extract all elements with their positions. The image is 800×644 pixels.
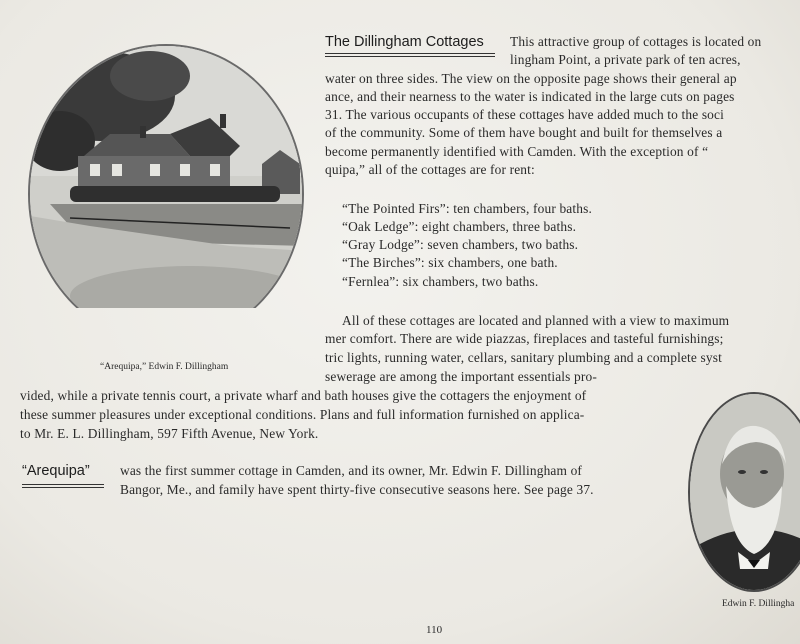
intro-line-1: This attractive group of cottages is located on: [510, 34, 762, 49]
intro-line-3: water on three sides. The view on the opposite page shows their general ap: [325, 71, 737, 86]
para2-line-2: mer comfort. There are wide piazzas, fireplaces and tasteful furnishings;: [325, 331, 724, 346]
cottage-item: “Fernlea”: six chambers, two baths.: [342, 274, 539, 289]
arequipa-heading: “Arequipa”: [22, 463, 90, 479]
cottage-item: “The Birches”: six chambers, one bath.: [342, 255, 558, 270]
heading-rule: [325, 53, 495, 57]
para2-line-6: these summer pleasures under exceptional conditions. Plans and full information furnished on applica-: [20, 407, 585, 422]
arequipa-line-1: was the first summer cottage in Camden, and its owner, Mr. Edwin F. Dillingham of: [120, 463, 583, 478]
para2-line-4: sewerage are among the important essentials pro-: [325, 369, 597, 384]
intro-line-8: quipa,” all of the cottages are for rent:: [325, 162, 535, 177]
intro-line-5: 31. The various occupants of these cottages have added much to the soci: [325, 107, 724, 122]
cottage-item: “The Pointed Firs”: ten chambers, four baths.: [342, 201, 592, 216]
para2-line-5: vided, while a private tennis court, a private wharf and bath houses give the cottagers the enjoyment of: [20, 388, 587, 403]
arequipa-heading-rule: [22, 484, 104, 488]
arequipa-line-2: Bangor, Me., and family have spent thirty-five consecutive seasons here. See page 37.: [120, 482, 594, 497]
photo-caption: “Arequipa,” Edwin F. Dillingham: [100, 362, 229, 372]
section-heading: The Dillingham Cottages: [325, 34, 484, 50]
page-number: 110: [426, 624, 443, 636]
cottage-item: “Gray Lodge”: seven chambers, two baths.: [342, 237, 579, 252]
para2-line-1: All of these cottages are located and planned with a view to maximum: [342, 313, 730, 328]
cottage-item: “Oak Ledge”: eight chambers, three baths.: [342, 219, 577, 234]
intro-line-7: become permanently identified with Camden. With the exception of “: [325, 144, 709, 159]
para2-line-3: tric lights, running water, cellars, sanitary plumbing and a complete syst: [325, 350, 722, 365]
para2-line-7: to Mr. E. L. Dillingham, 597 Fifth Avenue, New York.: [20, 426, 319, 441]
intro-line-4: ance, and their nearness to the water is indicated in the large cuts on pages: [325, 89, 735, 104]
portrait-caption: Edwin F. Dillingha: [722, 599, 795, 609]
intro-line-6: of the community. Some of them have bought and built for themselves a: [325, 125, 723, 140]
arequipa-cottage-photo: [28, 44, 304, 344]
intro-line-2: lingham Point, a private park of ten acres,: [510, 52, 741, 67]
